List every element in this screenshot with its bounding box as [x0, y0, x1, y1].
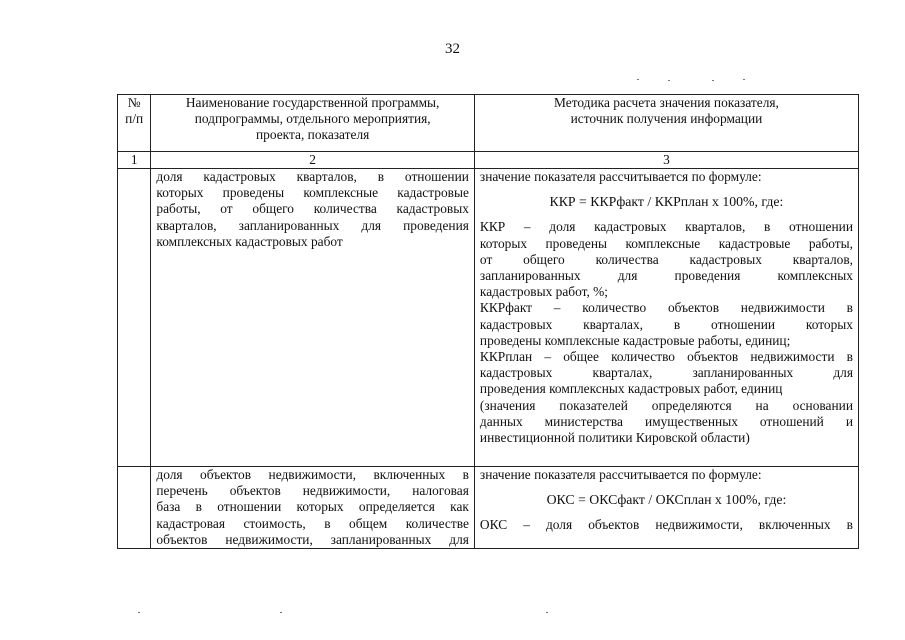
scan-speck [280, 612, 282, 613]
indicator-name-line: работы, от общего количества кадастровых [156, 201, 469, 217]
indicator-name-line: доля кадастровых кварталов, в отношении [156, 169, 469, 184]
row-number-cell [118, 467, 151, 549]
method-line: ККР – доля кадастровых кварталов, в отношении [479, 219, 853, 235]
indicator-name-line: объектов недвижимости, запланированных для [156, 531, 469, 547]
scan-speck [712, 80, 714, 81]
method-line: ОКС – доля объектов недвижимости, включенных в [479, 517, 853, 533]
header-number-line: № [127, 95, 141, 110]
method-line: запланированных для проведения комплексных [479, 268, 853, 284]
column-number: 1 [118, 152, 151, 169]
page-number: 32 [445, 41, 460, 57]
indicator-name-line: кадастровая стоимость, в общем количестве [156, 515, 469, 531]
methodology-cell [474, 169, 858, 467]
table-row [118, 467, 859, 549]
indicator-name-cell [151, 169, 475, 467]
header-program-line: проекта, показателя [256, 127, 370, 143]
method-line: данных министерства имущественных отношений и [479, 413, 853, 429]
header-program-line: Наименование государственной программы, [185, 95, 440, 110]
scan-speck [138, 612, 140, 613]
header-number-line: п/п [125, 111, 144, 127]
column-number: 2 [151, 152, 475, 169]
method-intro: значение показателя рассчитывается по формуле: [479, 467, 762, 482]
header-program-line: подпрограммы, отдельного мероприятия, [194, 111, 431, 127]
method-line: кадастровых работ, %; [479, 284, 609, 300]
formula: ККР = ККРфакт / ККРплан х 100%, где: [549, 194, 784, 210]
method-line: (значения показателей определяются на основании [479, 397, 853, 413]
indicator-name-line: доля объектов недвижимости, включенных в [156, 467, 469, 482]
method-line: ККРплан – общее количество объектов недвижимости в [479, 349, 853, 365]
indicator-name-line: комплексных кадастровых работ [156, 233, 343, 249]
method-line: кадастровых кварталах, в отношении которых [479, 316, 853, 332]
header-number [118, 95, 151, 152]
method-line: которых проведены комплексные кадастровые работы, [479, 235, 853, 251]
indicator-name-line: кварталов, запланированных для проведения [156, 217, 469, 233]
method-line: инвестиционной политики Кировской области) [479, 430, 750, 446]
indicator-name-line: база в отношении которых определяется как [156, 499, 469, 515]
indicator-name-line: которых проведены комплексные кадастровые [156, 185, 469, 201]
formula: ОКС = ОКСфакт / ОКСплан х 100%, где: [546, 492, 787, 508]
header-methodology [474, 95, 858, 152]
scan-speck [668, 80, 670, 81]
method-line: проведения комплексных кадастровых работ, единиц [479, 381, 783, 397]
column-number-row [118, 152, 859, 169]
row-number-cell [118, 169, 151, 467]
header-methodology-line: источник получения информации [570, 111, 763, 127]
method-line: проведены комплексные кадастровые работы, единиц; [479, 332, 791, 348]
method-line: ККРфакт – количество объектов недвижимости в [479, 300, 853, 316]
scan-speck [743, 79, 745, 80]
method-line: кадастровых кварталах, запланированных для [479, 365, 853, 381]
header-program-name [151, 95, 475, 152]
table-header-row [118, 95, 859, 152]
indicator-name-cell [151, 467, 475, 549]
scan-speck [546, 612, 548, 613]
scan-speck [637, 79, 639, 80]
indicator-methodology-table [117, 94, 859, 549]
header-methodology-line: Методика расчета значения показателя, [554, 95, 779, 110]
indicator-name-line: перечень объектов недвижимости, налоговая [156, 483, 469, 499]
methodology-cell [474, 467, 858, 549]
column-number: 3 [474, 152, 858, 169]
method-line: от общего количества кадастровых кварталов, [479, 251, 853, 267]
table-row [118, 169, 859, 467]
method-intro: значение показателя рассчитывается по формуле: [479, 169, 762, 184]
